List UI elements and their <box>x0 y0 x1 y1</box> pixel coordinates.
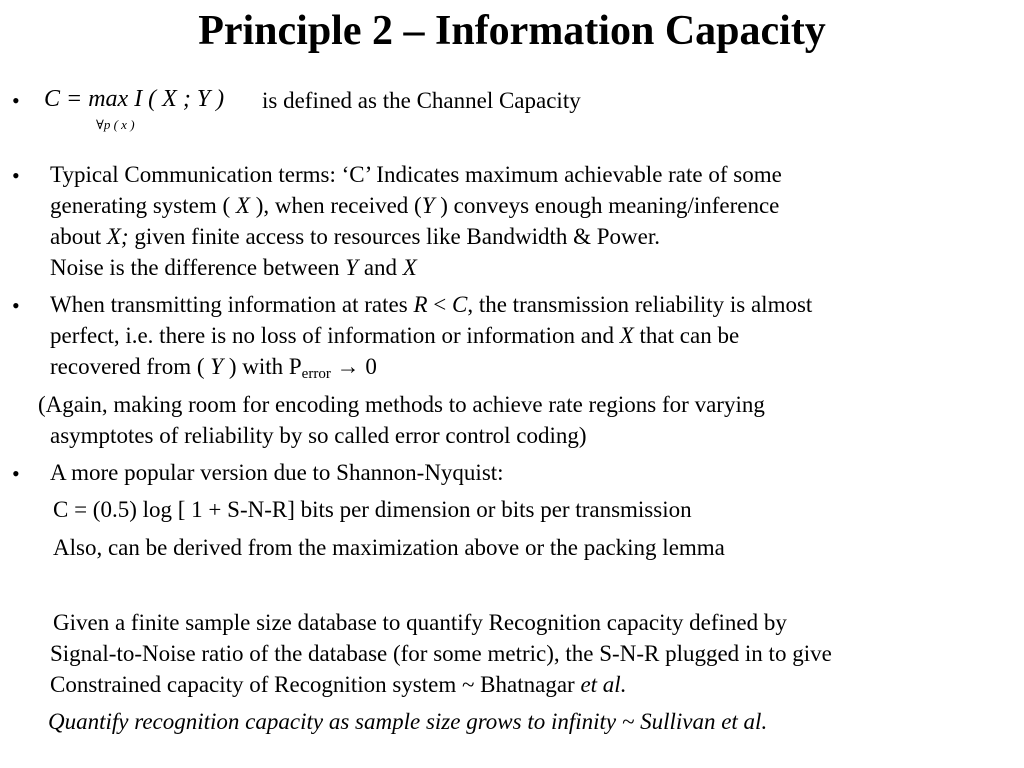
formula-subscript: ∀p ( x ) <box>96 117 135 132</box>
given-line-2: Signal-to-Noise ratio of the database (for some metric), the S-N-R plugged in to give <box>50 641 832 666</box>
given-line-1: Given a finite sample size database to quantify Recognition capacity defined by <box>53 610 787 635</box>
transmit-line-2: perfect, i.e. there is no loss of information or information and X that can be <box>50 323 740 348</box>
formula-description: is defined as the Channel Capacity <box>262 88 581 113</box>
popular-formula: C = (0.5) log [ 1 + S-N-R] bits per dimension or bits per transmission <box>53 497 692 522</box>
bullet-4: • <box>12 461 20 486</box>
transmit-line-1: When transmitting information at rates R < C, the transmission reliability is almost <box>50 292 813 317</box>
bullet-1: • <box>12 88 20 113</box>
bullet-2: • <box>12 163 20 188</box>
bullet-3: • <box>12 293 20 318</box>
popular-line-3: Also, can be derived from the maximization above or the packing lemma <box>53 535 725 560</box>
typical-line-3: about X; given finite access to resources like Bandwidth & Power. <box>50 224 661 249</box>
again-line-2: asymptotes of reliability by so called error control coding) <box>50 423 587 448</box>
given-line-3: Constrained capacity of Recognition system ~ Bhatnagar et al. <box>50 672 627 697</box>
popular-line-1: A more popular version due to Shannon-Nyquist: <box>50 460 504 485</box>
transmit-line-3: recovered from ( Y ) with $P_{error} \to 0$ <box>50 354 377 382</box>
again-line-1: (Again, making room for encoding methods to achieve rate regions for varying <box>38 392 765 417</box>
capacity-formula: C = max I ( X ; Y ) <box>44 86 225 112</box>
typical-line-1: Typical Communication terms: ‘C’ Indicates maximum achievable rate of some <box>50 162 782 187</box>
slide-title: Principle 2 – Information Capacity <box>198 8 826 54</box>
typical-line-2: generating system ( X ), when received (Y ) conveys enough meaning/inference <box>50 193 780 218</box>
typical-line-4: Noise is the difference between Y and X <box>50 255 417 280</box>
quantify-line: Quantify recognition capacity as sample size grows to infinity ~ Sullivan et al. <box>48 709 768 734</box>
